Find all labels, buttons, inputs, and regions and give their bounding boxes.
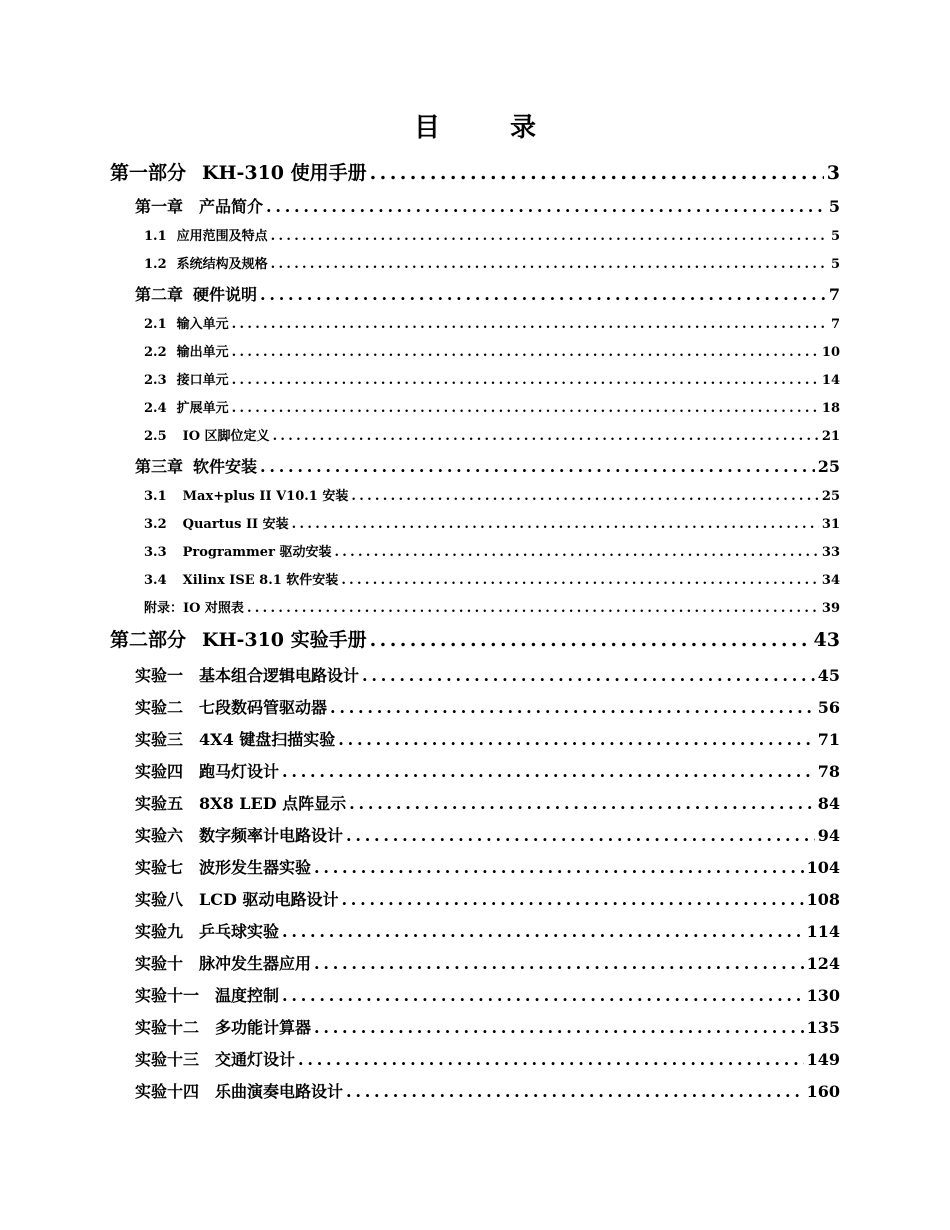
- toc-leader-dots: [260, 453, 815, 481]
- toc-title: Quartus II 安装: [182, 517, 289, 532]
- toc-page-number: 25: [817, 457, 840, 476]
- toc-entry-section-1-1[interactable]: [144, 223, 840, 251]
- toc-leader-dots: [292, 511, 819, 539]
- toc-prefix: 实验七: [135, 858, 184, 877]
- toc-entry-experiment2[interactable]: [135, 694, 840, 722]
- toc-entry-experiment3[interactable]: [135, 726, 840, 754]
- toc-entry-section-2-4[interactable]: [144, 395, 840, 423]
- toc-entry-experiment5[interactable]: [135, 790, 840, 818]
- toc-leader-dots: [314, 854, 804, 882]
- toc-entry-experiment1[interactable]: [135, 662, 840, 690]
- toc-page-number: 3: [826, 162, 840, 184]
- toc-page-number: 104: [806, 858, 840, 877]
- toc-leader-dots: [338, 726, 814, 754]
- toc-leader-dots: [232, 367, 819, 395]
- toc-page-number: 39: [821, 601, 840, 616]
- toc-prefix: 第一章: [135, 197, 184, 216]
- toc-title: 扩展单元: [176, 401, 229, 416]
- toc-prefix: 实验八: [135, 890, 184, 909]
- toc-title: 乒乓球实验: [199, 922, 280, 941]
- toc-leader-dots: [273, 423, 819, 451]
- toc-leader-dots: [349, 790, 815, 818]
- toc-leader-dots: [346, 1078, 804, 1106]
- toc-entry-section-3-2[interactable]: [144, 511, 840, 539]
- toc-page-number: 18: [821, 401, 840, 416]
- toc-title: 硬件说明: [193, 285, 258, 304]
- toc-leader-dots: [362, 662, 815, 690]
- toc-title: 基本组合逻辑电路设计: [199, 666, 360, 685]
- toc-entry-section-3-1[interactable]: [144, 483, 840, 511]
- toc-entry-appendix[interactable]: [144, 595, 840, 623]
- toc-page-number: 5: [830, 229, 840, 244]
- toc-number: 2.3: [144, 373, 167, 388]
- toc-page-number: 43: [813, 629, 840, 651]
- toc-leader-dots: [341, 567, 819, 595]
- toc-prefix: 实验九: [135, 922, 184, 941]
- toc-leader-dots: [330, 694, 815, 722]
- toc-page-number: 56: [817, 698, 840, 717]
- toc-leader-dots: [232, 395, 819, 423]
- toc-page-number: 108: [806, 890, 840, 909]
- toc-page-number: 160: [806, 1082, 840, 1101]
- toc-leader-dots: [271, 251, 828, 279]
- toc-leader-dots: [370, 158, 824, 188]
- toc-entry-experiment6[interactable]: [135, 822, 840, 850]
- toc-page-number: 33: [821, 545, 840, 560]
- toc-title: 8X8 LED 点阵显示: [199, 794, 347, 813]
- toc-number: 3.4: [144, 573, 167, 588]
- toc-number: 2.2: [144, 345, 167, 360]
- toc-page-number: 94: [817, 826, 840, 845]
- toc-page-number: 31: [821, 517, 840, 532]
- toc-entry-section-2-3[interactable]: [144, 367, 840, 395]
- toc-leader-dots: [232, 339, 819, 367]
- toc-prefix: 实验一: [135, 666, 184, 685]
- toc-entry-section-2-2[interactable]: [144, 339, 840, 367]
- toc-prefix: 实验六: [135, 826, 184, 845]
- toc-leader-dots: [247, 595, 819, 623]
- toc-number: 2.1: [144, 317, 167, 332]
- toc-title: 应用范围及特点: [176, 229, 268, 244]
- toc-entry-experiment7[interactable]: [135, 854, 840, 882]
- toc-page-number: 5: [828, 197, 840, 216]
- toc-title: 输出单元: [176, 345, 229, 360]
- toc-entry-section-3-4[interactable]: [144, 567, 840, 595]
- toc-entry-experiment4[interactable]: [135, 758, 840, 786]
- toc-title: Programmer 驱动安装: [182, 545, 332, 560]
- toc-prefix: 实验五: [135, 794, 184, 813]
- toc-entry-section-3-3[interactable]: [144, 539, 840, 567]
- toc-entry-section-2-5[interactable]: [144, 423, 840, 451]
- title-char-left: 目: [413, 113, 440, 143]
- toc-leader-dots: [346, 822, 815, 850]
- toc-title: 4X4 键盘扫描实验: [199, 730, 336, 749]
- toc-page-number: 34: [821, 573, 840, 588]
- toc-leader-dots: [341, 886, 803, 914]
- toc-page-number: 124: [806, 954, 840, 973]
- toc-number: 1.1: [144, 229, 167, 244]
- toc-leader-dots: [282, 758, 815, 786]
- toc-prefix: 实验四: [135, 762, 184, 781]
- toc-entry-chapter2[interactable]: [135, 281, 840, 309]
- toc-number: 3.2: [144, 517, 167, 532]
- toc-title: 七段数码管驱动器: [199, 698, 328, 717]
- toc-title: IO 区脚位定义: [182, 429, 270, 444]
- toc-leader-dots: [232, 311, 828, 339]
- toc-page-number: 135: [806, 1018, 840, 1037]
- toc-leader-dots: [314, 1014, 804, 1042]
- toc-leader-dots: [282, 918, 804, 946]
- toc-prefix: 第二部分: [110, 629, 187, 651]
- toc-prefix: 实验十四: [135, 1082, 200, 1101]
- toc-title: Max+plus II V10.1 安装: [182, 489, 349, 504]
- toc-entry-experiment11[interactable]: [135, 982, 840, 1010]
- toc-page-number: 21: [821, 429, 840, 444]
- toc-entry-experiment8[interactable]: [135, 886, 840, 914]
- toc-entry-experiment14[interactable]: [135, 1078, 840, 1106]
- toc-prefix: 第三章: [135, 457, 184, 476]
- toc-title: LCD 驱动电路设计: [199, 890, 339, 909]
- toc-title: KH-310 使用手册: [202, 162, 367, 184]
- toc-title: 系统结构及规格: [176, 257, 268, 272]
- toc-prefix: 实验三: [135, 730, 184, 749]
- toc-entry-experiment9[interactable]: [135, 918, 840, 946]
- toc-page-number: 45: [817, 666, 840, 685]
- toc-prefix: 实验十二: [135, 1018, 200, 1037]
- toc-title: 跑马灯设计: [199, 762, 280, 781]
- toc-title: 波形发生器实验: [199, 858, 312, 877]
- toc-title: 接口单元: [176, 373, 229, 388]
- toc-number: 2.5: [144, 429, 167, 444]
- toc-page-number: 14: [821, 373, 840, 388]
- toc-title: 输入单元: [176, 317, 229, 332]
- toc-entry-chapter3[interactable]: [135, 453, 840, 481]
- toc-page-number: 25: [821, 489, 840, 504]
- toc-prefix: 第一部分: [110, 162, 187, 184]
- toc-leader-dots: [282, 982, 804, 1010]
- toc-prefix: 实验十三: [135, 1050, 200, 1069]
- toc-leader-dots: [351, 483, 819, 511]
- toc-prefix: 实验二: [135, 698, 184, 717]
- toc-entry-part1[interactable]: [110, 158, 840, 188]
- toc-page-number: 149: [806, 1050, 840, 1069]
- toc-number: 3.1: [144, 489, 167, 504]
- toc-entry-experiment13[interactable]: [135, 1046, 840, 1074]
- page-title: [0, 110, 950, 146]
- toc-page-number: 7: [828, 285, 840, 304]
- toc-entry-chapter1[interactable]: [135, 193, 840, 221]
- toc-leader-dots: [298, 1046, 804, 1074]
- toc-page-number: 10: [821, 345, 840, 360]
- toc-number: 2.4: [144, 401, 167, 416]
- toc-page-number: 7: [830, 317, 840, 332]
- toc-number: 3.3: [144, 545, 167, 560]
- toc-leader-dots: [334, 539, 818, 567]
- toc-page-number: 84: [817, 794, 840, 813]
- toc-title: 附录：IO 对照表: [144, 601, 244, 616]
- toc-entry-section-1-2[interactable]: [144, 251, 840, 279]
- toc-title: 温度控制: [215, 986, 280, 1005]
- toc-title: 脉冲发生器应用: [199, 954, 312, 973]
- toc-leader-dots: [271, 223, 828, 251]
- toc-page-number: 5: [830, 257, 840, 272]
- toc-leader-dots: [266, 193, 826, 221]
- toc-title: 产品简介: [199, 197, 264, 216]
- toc-title: 软件安装: [193, 457, 258, 476]
- toc-prefix: 第二章: [135, 285, 184, 304]
- toc-leader-dots: [260, 281, 826, 309]
- toc-prefix: 实验十: [135, 954, 184, 973]
- toc-page-number: 130: [806, 986, 840, 1005]
- toc-entry-section-2-1[interactable]: [144, 311, 840, 339]
- toc-entry-experiment10[interactable]: [135, 950, 840, 978]
- toc-prefix: 实验十一: [135, 986, 200, 1005]
- toc-leader-dots: [370, 625, 811, 655]
- toc-entry-experiment12[interactable]: [135, 1014, 840, 1042]
- toc-title: 乐曲演奏电路设计: [215, 1082, 344, 1101]
- toc-title: 多功能计算器: [215, 1018, 312, 1037]
- toc-page-number: 78: [817, 762, 840, 781]
- toc-page-number: 71: [817, 730, 840, 749]
- title-char-right: 录: [510, 113, 537, 143]
- toc-title: 数字频率计电路设计: [199, 826, 344, 845]
- toc-title: Xilinx ISE 8.1 软件安装: [182, 573, 339, 588]
- toc-page-number: 114: [806, 922, 840, 941]
- toc-title: 交通灯设计: [215, 1050, 296, 1069]
- toc-entry-part2[interactable]: [110, 625, 840, 655]
- toc-title: KH-310 实验手册: [202, 629, 367, 651]
- toc-leader-dots: [314, 950, 804, 978]
- toc-number: 1.2: [144, 257, 167, 272]
